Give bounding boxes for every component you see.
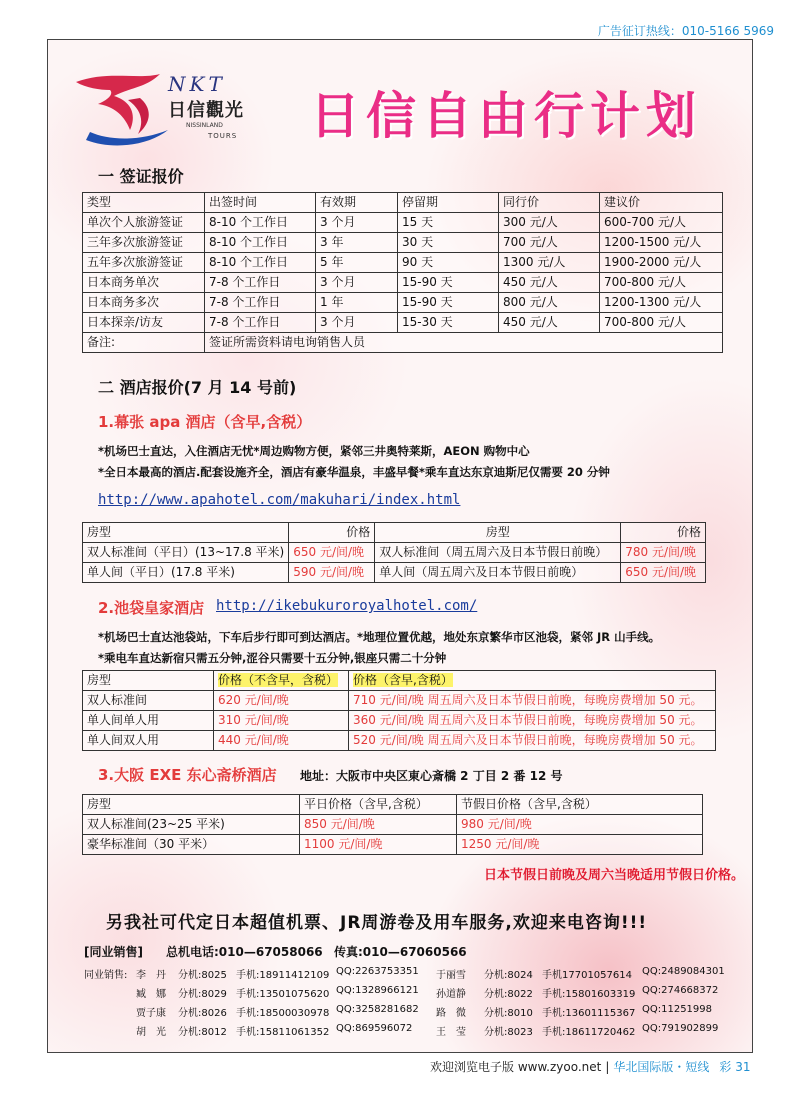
table-cell: 单人间双人用 (83, 731, 214, 751)
sales-ext: 分机:8022 (484, 989, 533, 1000)
holiday-price-note: 日本节假日前晚及周六当晚适用节假日价格。 (483, 868, 744, 883)
hotel-1-desc-1: *机场巴士直达，入住酒店无忧*周边购物方便，紧邻三井奥特莱斯，AEON 购物中心 (98, 444, 530, 458)
table-cell: 15 天 (398, 213, 499, 233)
header-cell: 房型 (83, 523, 289, 543)
sales-qq: QQ:791902899 (642, 1023, 719, 1034)
visa-note-row (83, 333, 723, 353)
table-row (83, 711, 716, 731)
hotel-3-table (82, 794, 703, 855)
hotel-1-link[interactable]: http://www.apahotel.com/makuhari/index.html (98, 492, 461, 508)
swan-logo-icon (68, 70, 178, 150)
sales-name: 于丽雪 (436, 970, 466, 981)
hotel-2-desc-1: *机场巴士直达池袋站，下车后步行即可到达酒店。*地理位置优越，地处东京繁华市区池袋，紧邻 JR 山手线。 (98, 630, 661, 644)
sales-ext: 分机:8026 (178, 1008, 227, 1019)
header-cell (349, 671, 716, 691)
price-cell: 980 元/间/晚 (457, 815, 703, 835)
sales-mobile: 手机:15801603319 (542, 989, 636, 1000)
company-logo (68, 70, 268, 170)
page-number: 彩 31 (719, 1060, 751, 1074)
table-row (83, 543, 706, 563)
sales-mobile: 手机:18611720462 (542, 1027, 636, 1038)
hotel-1-table (82, 522, 706, 583)
table-row (83, 313, 723, 333)
sales-qq: QQ:1328966121 (336, 985, 419, 996)
table-cell: 1 年 (316, 293, 398, 313)
table-row (83, 835, 703, 855)
ad-hotline: 广告征订热线：010-5166 5969 (597, 24, 774, 38)
table-cell: 单人间（周五周六及日本节假日前晚） (375, 563, 621, 583)
sales-name: 胡 光 (136, 1027, 166, 1038)
visa-table (82, 192, 723, 353)
sales-name: 路 微 (436, 1008, 466, 1019)
table-cell: 300 元/人 (499, 213, 600, 233)
hotel-2-title: 2.池袋皇家酒店 (98, 599, 205, 617)
header-cell: 价格 (621, 523, 706, 543)
sales-name: 王 莹 (436, 1027, 466, 1038)
sales-prefix: 同业销售: (84, 970, 128, 981)
table-cell: 双人标准间 (83, 691, 214, 711)
table-header (83, 795, 703, 815)
header-cell: 建议价 (600, 193, 723, 213)
footer-separator: | (605, 1060, 610, 1074)
table-header (83, 523, 706, 543)
header-cell: 价格 (289, 523, 375, 543)
price-cell: 440 元/间/晚 (214, 731, 349, 751)
table-cell: 双人标准间(23~25 平米) (83, 815, 300, 835)
footer-website-text: 欢迎浏览电子版 www.zyoo.net (430, 1060, 602, 1074)
table-cell: 日本商务单次 (83, 273, 205, 293)
price-cell: 590 元/间/晚 (289, 563, 375, 583)
visa-section-title: 一 签证报价 (98, 167, 184, 186)
table-cell: 日本探亲/访友 (83, 313, 205, 333)
sales-mobile: 手机:15811061352 (236, 1027, 330, 1038)
hotel-1-desc-2: *全日本最高的酒店.配套设施齐全，酒店有豪华温泉，丰盛早餐*乘车直达东京迪斯尼仅需要 20 分钟 (98, 465, 610, 479)
table-row (83, 273, 723, 293)
table-cell: 8-10 个工作日 (205, 233, 316, 253)
price-cell: 620 元/间/晚 (214, 691, 349, 711)
table-cell: 600-700 元/人 (600, 213, 723, 233)
header-cell: 房型 (83, 795, 300, 815)
table-cell: 1300 元/人 (499, 253, 600, 273)
logo-subtext: NISSINLAND (186, 122, 223, 129)
price-cell: 650 元/间/晚 (621, 563, 706, 583)
header-highlight: 价格（含早,含税） (353, 673, 453, 687)
contact-label: [同业销售] (84, 945, 143, 959)
sales-qq: QQ:2489084301 (642, 966, 725, 977)
footer-edition: 华北国际版・短线 (613, 1060, 710, 1074)
table-cell: 5 年 (316, 253, 398, 273)
sales-mobile: 手机:18500030978 (236, 1008, 330, 1019)
table-cell: 700-800 元/人 (600, 273, 723, 293)
sales-ext: 分机:8024 (484, 970, 533, 981)
price-cell: 850 元/间/晚 (300, 815, 457, 835)
note-label: 备注: (83, 333, 205, 353)
hotel-section-title: 二 酒店报价(7 月 14 号前) (98, 378, 297, 397)
table-cell: 单人间单人用 (83, 711, 214, 731)
table-header (83, 671, 716, 691)
table-row (83, 253, 723, 273)
table-row (83, 815, 703, 835)
table-cell: 单次个人旅游签证 (83, 213, 205, 233)
table-cell: 3 个月 (316, 273, 398, 293)
page-footer (430, 1058, 751, 1075)
logo-tours-text: TOURS (208, 132, 238, 140)
table-cell: 8-10 个工作日 (205, 253, 316, 273)
fax-number: 传真:010—67060566 (334, 945, 467, 959)
table-cell: 3 个月 (316, 313, 398, 333)
sales-qq: QQ:869596072 (336, 1023, 413, 1034)
table-row (83, 691, 716, 711)
price-cell: 710 元/间/晚 周五周六及日本节假日前晚，每晚房费增加 50 元。 (349, 691, 716, 711)
page-title: 日信自由行计划 (310, 87, 702, 145)
table-cell: 1200-1500 元/人 (600, 233, 723, 253)
price-cell: 520 元/间/晚 周五周六及日本节假日前晚，每晚房费增加 50 元。 (349, 731, 716, 751)
header-highlight: 价格（不含早，含税） (218, 673, 339, 687)
sales-name: 李 丹 (136, 970, 166, 981)
sales-name: 贾子康 (136, 1008, 166, 1019)
header-cell: 类型 (83, 193, 205, 213)
table-cell: 单人间（平日）(17.8 平米) (83, 563, 289, 583)
sales-name: 臧 娜 (136, 989, 166, 1000)
hotel-2-desc-2: *乘电车直达新宿只需五分钟,涩谷只需要十五分钟,银座只需二十分钟 (98, 651, 447, 665)
header-cell: 平日价格（含早,含税） (300, 795, 457, 815)
table-cell: 三年多次旅游签证 (83, 233, 205, 253)
sales-qq: QQ:274668372 (642, 985, 719, 996)
logo-english-text: NKT (168, 72, 226, 96)
sales-mobile: 手机17701057614 (542, 970, 632, 981)
hotel-1-title: 1.幕张 apa 酒店（含早,含税） (98, 413, 312, 431)
table-cell: 7-8 个工作日 (205, 273, 316, 293)
header-cell: 出签时间 (205, 193, 316, 213)
table-cell: 450 元/人 (499, 273, 600, 293)
table-cell: 450 元/人 (499, 313, 600, 333)
table-cell: 7-8 个工作日 (205, 293, 316, 313)
table-cell: 7-8 个工作日 (205, 313, 316, 333)
table-cell: 90 天 (398, 253, 499, 273)
table-cell: 700-800 元/人 (600, 313, 723, 333)
visa-table-header (83, 193, 723, 213)
table-cell: 15-90 天 (398, 293, 499, 313)
sales-contacts (48, 966, 752, 1046)
table-cell: 3 个月 (316, 213, 398, 233)
table-cell: 700 元/人 (499, 233, 600, 253)
header-cell: 同行价 (499, 193, 600, 213)
price-cell: 310 元/间/晚 (214, 711, 349, 731)
table-cell: 双人标准间（周五周六及日本节假日前晚） (375, 543, 621, 563)
sales-ext: 分机:8010 (484, 1008, 533, 1019)
table-row (83, 563, 706, 583)
header-cell: 有效期 (316, 193, 398, 213)
table-cell: 豪华标准间（30 平米） (83, 835, 300, 855)
sales-qq: QQ:11251998 (642, 1004, 713, 1015)
header-cell: 节假日价格（含早,含税） (457, 795, 703, 815)
table-row (83, 293, 723, 313)
price-cell: 780 元/间/晚 (621, 543, 706, 563)
table-cell: 15-30 天 (398, 313, 499, 333)
table-cell: 1900-2000 元/人 (600, 253, 723, 273)
hotel-2-table (82, 670, 716, 751)
sales-name: 孙道静 (436, 989, 466, 1000)
price-cell: 1250 元/间/晚 (457, 835, 703, 855)
table-cell: 15-90 天 (398, 273, 499, 293)
sales-mobile: 手机:13601115367 (542, 1008, 636, 1019)
sales-ext: 分机:8025 (178, 970, 227, 981)
hotel-3-address: 地址：大阪市中央区東心斎橋 2 丁目 2 番 12 号 (300, 769, 563, 783)
page-frame (47, 39, 753, 1053)
main-phone: 总机电话:010—67058066 (166, 945, 323, 959)
header-cell: 房型 (375, 523, 621, 543)
table-cell: 30 天 (398, 233, 499, 253)
price-cell: 360 元/间/晚 周五周六及日本节假日前晚，每晚房费增加 50 元。 (349, 711, 716, 731)
sales-mobile: 手机:13501075620 (236, 989, 330, 1000)
note-text: 签证所需资料请电询销售人员 (205, 333, 723, 353)
price-cell: 650 元/间/晚 (289, 543, 375, 563)
table-cell: 3 年 (316, 233, 398, 253)
sales-ext: 分机:8023 (484, 1027, 533, 1038)
table-cell: 1200-1300 元/人 (600, 293, 723, 313)
table-row (83, 213, 723, 233)
promo-text: 另我社可代定日本超值机票、JR周游卷及用车服务,欢迎来电咨询!!! (106, 913, 648, 933)
table-row (83, 233, 723, 253)
table-row (83, 731, 716, 751)
table-cell: 800 元/人 (499, 293, 600, 313)
price-cell: 1100 元/间/晚 (300, 835, 457, 855)
header-cell (214, 671, 349, 691)
table-cell: 日本商务多次 (83, 293, 205, 313)
header-cell: 停留期 (398, 193, 499, 213)
table-cell: 双人标准间（平日）(13~17.8 平米) (83, 543, 289, 563)
sales-ext: 分机:8012 (178, 1027, 227, 1038)
hotel-3-title: 3.大阪 EXE 东心斋桥酒店 (98, 766, 277, 784)
sales-qq: QQ:2263753351 (336, 966, 419, 977)
table-cell: 五年多次旅游签证 (83, 253, 205, 273)
logo-chinese-text: 日信觀光 (168, 100, 244, 121)
sales-ext: 分机:8029 (178, 989, 227, 1000)
hotel-2-link[interactable]: http://ikebukuroroyalhotel.com/ (216, 598, 478, 614)
sales-mobile: 手机:18911412109 (236, 970, 330, 981)
header-cell: 房型 (83, 671, 214, 691)
table-cell: 8-10 个工作日 (205, 213, 316, 233)
sales-qq: QQ:3258281682 (336, 1004, 419, 1015)
